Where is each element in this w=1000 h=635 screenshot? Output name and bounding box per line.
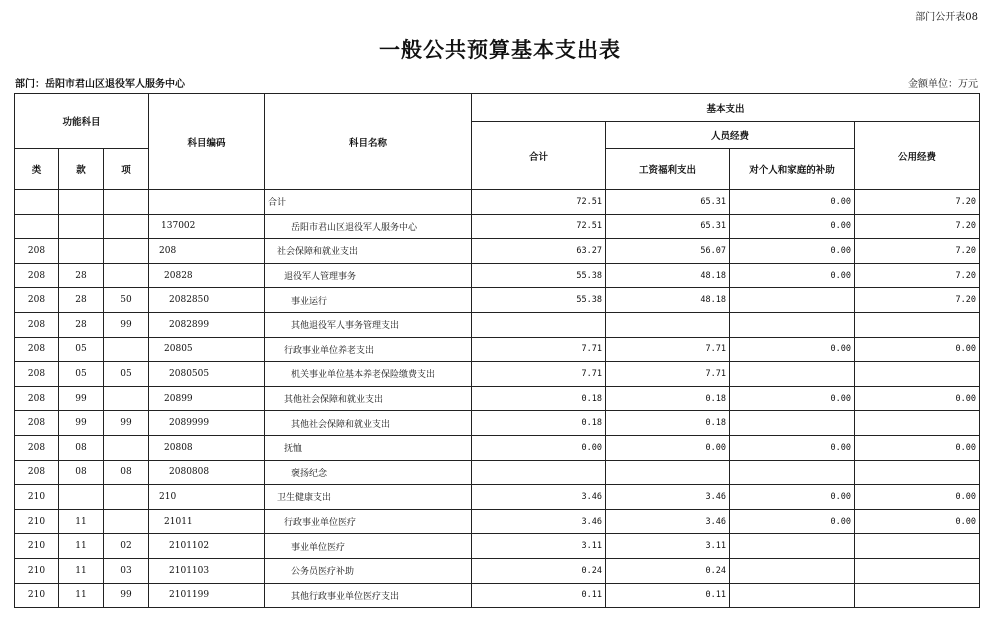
cell-public-expense: 0.00 bbox=[855, 485, 980, 510]
cell-public-expense bbox=[855, 534, 980, 559]
header-kuan: 款 bbox=[59, 149, 104, 190]
cell-lei bbox=[15, 190, 59, 215]
cell-subsidy: 0.00 bbox=[730, 337, 855, 362]
cell-wages: 0.24 bbox=[606, 558, 730, 583]
table-row bbox=[15, 239, 980, 264]
form-code: 部门公开表08 bbox=[915, 12, 978, 23]
cell-subsidy: 0.00 bbox=[730, 509, 855, 534]
cell-kuan: 28 bbox=[59, 288, 104, 313]
cell-kuan: 05 bbox=[59, 362, 104, 387]
cell-subject-code: 20828 bbox=[149, 263, 265, 288]
cell-wages: 7.71 bbox=[606, 337, 730, 362]
cell-lei: 210 bbox=[15, 509, 59, 534]
cell-kuan: 28 bbox=[59, 263, 104, 288]
cell-subsidy: 0.00 bbox=[730, 214, 855, 239]
cell-xiang: 99 bbox=[104, 411, 149, 436]
cell-subject-name: 其他退役军人事务管理支出 bbox=[265, 312, 472, 337]
table-row bbox=[15, 312, 980, 337]
cell-lei bbox=[15, 214, 59, 239]
cell-subsidy bbox=[730, 312, 855, 337]
cell-public-expense: 7.20 bbox=[855, 214, 980, 239]
cell-subject-code: 2089999 bbox=[149, 411, 265, 436]
cell-xiang bbox=[104, 214, 149, 239]
cell-wages bbox=[606, 460, 730, 485]
cell-subsidy: 0.00 bbox=[730, 386, 855, 411]
cell-xiang bbox=[104, 239, 149, 264]
budget-table bbox=[14, 93, 980, 608]
cell-lei: 208 bbox=[15, 312, 59, 337]
cell-xiang bbox=[104, 485, 149, 510]
cell-subject-name: 抚恤 bbox=[265, 435, 472, 460]
cell-subsidy bbox=[730, 362, 855, 387]
cell-subject-name: 岳阳市君山区退役军人服务中心 bbox=[265, 214, 472, 239]
table-row bbox=[15, 583, 980, 608]
cell-kuan: 08 bbox=[59, 435, 104, 460]
cell-subject-name: 公务员医疗补助 bbox=[265, 558, 472, 583]
cell-subsidy bbox=[730, 534, 855, 559]
table-row bbox=[15, 534, 980, 559]
cell-public-expense: 7.20 bbox=[855, 263, 980, 288]
cell-subject-code: 21011 bbox=[149, 509, 265, 534]
cell-subsidy: 0.00 bbox=[730, 435, 855, 460]
cell-total: 0.18 bbox=[472, 411, 606, 436]
cell-public-expense: 7.20 bbox=[855, 190, 980, 215]
cell-xiang: 50 bbox=[104, 288, 149, 313]
cell-total: 3.46 bbox=[472, 509, 606, 534]
cell-wages: 0.18 bbox=[606, 386, 730, 411]
cell-kuan: 08 bbox=[59, 460, 104, 485]
cell-subject-name: 其他社会保障和就业支出 bbox=[265, 411, 472, 436]
cell-public-expense bbox=[855, 460, 980, 485]
cell-subsidy bbox=[730, 288, 855, 313]
cell-subject-code: 210 bbox=[149, 485, 265, 510]
cell-subject-code: 2080808 bbox=[149, 460, 265, 485]
cell-subsidy bbox=[730, 460, 855, 485]
cell-subject-code bbox=[149, 190, 265, 215]
cell-wages: 48.18 bbox=[606, 288, 730, 313]
header-total: 合计 bbox=[472, 122, 606, 190]
header-subject-code: 科目编码 bbox=[149, 94, 265, 190]
cell-kuan: 11 bbox=[59, 583, 104, 608]
cell-lei: 208 bbox=[15, 337, 59, 362]
cell-kuan bbox=[59, 485, 104, 510]
cell-subject-name: 合计 bbox=[265, 190, 472, 215]
cell-xiang: 05 bbox=[104, 362, 149, 387]
cell-public-expense: 0.00 bbox=[855, 386, 980, 411]
cell-total: 55.38 bbox=[472, 263, 606, 288]
cell-wages: 65.31 bbox=[606, 190, 730, 215]
cell-wages: 48.18 bbox=[606, 263, 730, 288]
table-row bbox=[15, 485, 980, 510]
cell-lei: 208 bbox=[15, 263, 59, 288]
table-row bbox=[15, 411, 980, 436]
cell-xiang: 08 bbox=[104, 460, 149, 485]
cell-xiang bbox=[104, 509, 149, 534]
table-row bbox=[15, 362, 980, 387]
cell-wages: 0.00 bbox=[606, 435, 730, 460]
cell-subsidy bbox=[730, 583, 855, 608]
cell-xiang: 03 bbox=[104, 558, 149, 583]
cell-public-expense: 0.00 bbox=[855, 435, 980, 460]
table-row bbox=[15, 558, 980, 583]
cell-lei: 210 bbox=[15, 485, 59, 510]
cell-public-expense bbox=[855, 362, 980, 387]
header-lei: 类 bbox=[15, 149, 59, 190]
header-subject-name: 科目名称 bbox=[265, 94, 472, 190]
cell-total bbox=[472, 312, 606, 337]
cell-subject-name: 卫生健康支出 bbox=[265, 485, 472, 510]
cell-wages: 0.18 bbox=[606, 411, 730, 436]
cell-subject-code: 2082899 bbox=[149, 312, 265, 337]
cell-subsidy: 0.00 bbox=[730, 239, 855, 264]
cell-kuan bbox=[59, 214, 104, 239]
cell-xiang bbox=[104, 263, 149, 288]
cell-kuan: 05 bbox=[59, 337, 104, 362]
table-row bbox=[15, 509, 980, 534]
header-wages: 工资福利支出 bbox=[606, 149, 730, 190]
cell-lei: 208 bbox=[15, 386, 59, 411]
cell-wages bbox=[606, 312, 730, 337]
cell-xiang bbox=[104, 337, 149, 362]
cell-wages: 3.11 bbox=[606, 534, 730, 559]
cell-kuan: 28 bbox=[59, 312, 104, 337]
table-row bbox=[15, 288, 980, 313]
cell-subject-code: 2101103 bbox=[149, 558, 265, 583]
cell-subject-name: 行政事业单位养老支出 bbox=[265, 337, 472, 362]
table-row bbox=[15, 263, 980, 288]
cell-subject-name: 行政事业单位医疗 bbox=[265, 509, 472, 534]
cell-lei: 208 bbox=[15, 435, 59, 460]
cell-xiang: 99 bbox=[104, 583, 149, 608]
cell-total: 55.38 bbox=[472, 288, 606, 313]
department-label: 部门：岳阳市君山区退役军人服务中心 bbox=[15, 79, 185, 90]
cell-public-expense bbox=[855, 583, 980, 608]
cell-subject-name: 退役军人管理事务 bbox=[265, 263, 472, 288]
cell-kuan: 99 bbox=[59, 411, 104, 436]
cell-total: 0.11 bbox=[472, 583, 606, 608]
table-row bbox=[15, 386, 980, 411]
table-row bbox=[15, 337, 980, 362]
cell-wages: 3.46 bbox=[606, 485, 730, 510]
cell-total: 72.51 bbox=[472, 190, 606, 215]
cell-subject-code: 20899 bbox=[149, 386, 265, 411]
cell-xiang bbox=[104, 435, 149, 460]
cell-subsidy: 0.00 bbox=[730, 485, 855, 510]
cell-lei: 208 bbox=[15, 288, 59, 313]
cell-xiang: 02 bbox=[104, 534, 149, 559]
cell-lei: 208 bbox=[15, 239, 59, 264]
cell-public-expense bbox=[855, 312, 980, 337]
cell-wages: 56.07 bbox=[606, 239, 730, 264]
cell-subject-code: 2101199 bbox=[149, 583, 265, 608]
table-row bbox=[15, 460, 980, 485]
cell-kuan: 11 bbox=[59, 558, 104, 583]
cell-lei: 210 bbox=[15, 583, 59, 608]
cell-subject-code: 20805 bbox=[149, 337, 265, 362]
cell-subject-code: 2101102 bbox=[149, 534, 265, 559]
cell-xiang bbox=[104, 190, 149, 215]
cell-public-expense: 0.00 bbox=[855, 337, 980, 362]
cell-total: 63.27 bbox=[472, 239, 606, 264]
table-row bbox=[15, 190, 980, 215]
page-title: 一般公共预算基本支出表 bbox=[379, 37, 621, 62]
cell-wages: 65.31 bbox=[606, 214, 730, 239]
cell-total: 72.51 bbox=[472, 214, 606, 239]
table-row bbox=[15, 435, 980, 460]
cell-subsidy bbox=[730, 411, 855, 436]
header-subsidy: 对个人和家庭的补助 bbox=[730, 149, 855, 190]
cell-kuan bbox=[59, 239, 104, 264]
cell-xiang: 99 bbox=[104, 312, 149, 337]
table-row bbox=[15, 214, 980, 239]
cell-public-expense: 7.20 bbox=[855, 288, 980, 313]
cell-wages: 0.11 bbox=[606, 583, 730, 608]
cell-subject-name: 机关事业单位基本养老保险缴费支出 bbox=[265, 362, 472, 387]
cell-public-expense bbox=[855, 558, 980, 583]
cell-subject-name: 其他行政事业单位医疗支出 bbox=[265, 583, 472, 608]
cell-lei: 208 bbox=[15, 411, 59, 436]
cell-subject-code: 20808 bbox=[149, 435, 265, 460]
cell-xiang bbox=[104, 386, 149, 411]
cell-lei: 208 bbox=[15, 362, 59, 387]
header-basic-expense: 基本支出 bbox=[472, 94, 980, 122]
cell-subsidy bbox=[730, 558, 855, 583]
header-xiang: 项 bbox=[104, 149, 149, 190]
cell-lei: 208 bbox=[15, 460, 59, 485]
cell-subject-code: 2082850 bbox=[149, 288, 265, 313]
cell-public-expense bbox=[855, 411, 980, 436]
cell-subsidy: 0.00 bbox=[730, 190, 855, 215]
cell-total: 0.00 bbox=[472, 435, 606, 460]
header-personnel: 人员经费 bbox=[606, 122, 855, 149]
cell-kuan bbox=[59, 190, 104, 215]
cell-wages: 7.71 bbox=[606, 362, 730, 387]
cell-subject-code: 2080505 bbox=[149, 362, 265, 387]
amount-unit-label: 金额单位：万元 bbox=[908, 79, 978, 90]
cell-kuan: 11 bbox=[59, 534, 104, 559]
header-public-expense: 公用经费 bbox=[855, 122, 980, 190]
header-func-subject: 功能科目 bbox=[15, 94, 149, 149]
cell-total: 3.46 bbox=[472, 485, 606, 510]
cell-kuan: 99 bbox=[59, 386, 104, 411]
cell-subject-name: 褒扬纪念 bbox=[265, 460, 472, 485]
cell-subject-name: 社会保障和就业支出 bbox=[265, 239, 472, 264]
cell-total bbox=[472, 460, 606, 485]
cell-public-expense: 7.20 bbox=[855, 239, 980, 264]
cell-subsidy: 0.00 bbox=[730, 263, 855, 288]
cell-total: 3.11 bbox=[472, 534, 606, 559]
cell-total: 7.71 bbox=[472, 337, 606, 362]
cell-wages: 3.46 bbox=[606, 509, 730, 534]
cell-lei: 210 bbox=[15, 534, 59, 559]
cell-subject-code: 208 bbox=[149, 239, 265, 264]
cell-total: 7.71 bbox=[472, 362, 606, 387]
cell-subject-name: 事业单位医疗 bbox=[265, 534, 472, 559]
cell-total: 0.24 bbox=[472, 558, 606, 583]
cell-subject-code: 137002 bbox=[149, 214, 265, 239]
cell-subject-name: 事业运行 bbox=[265, 288, 472, 313]
cell-public-expense: 0.00 bbox=[855, 509, 980, 534]
cell-subject-name: 其他社会保障和就业支出 bbox=[265, 386, 472, 411]
cell-lei: 210 bbox=[15, 558, 59, 583]
cell-kuan: 11 bbox=[59, 509, 104, 534]
cell-total: 0.18 bbox=[472, 386, 606, 411]
